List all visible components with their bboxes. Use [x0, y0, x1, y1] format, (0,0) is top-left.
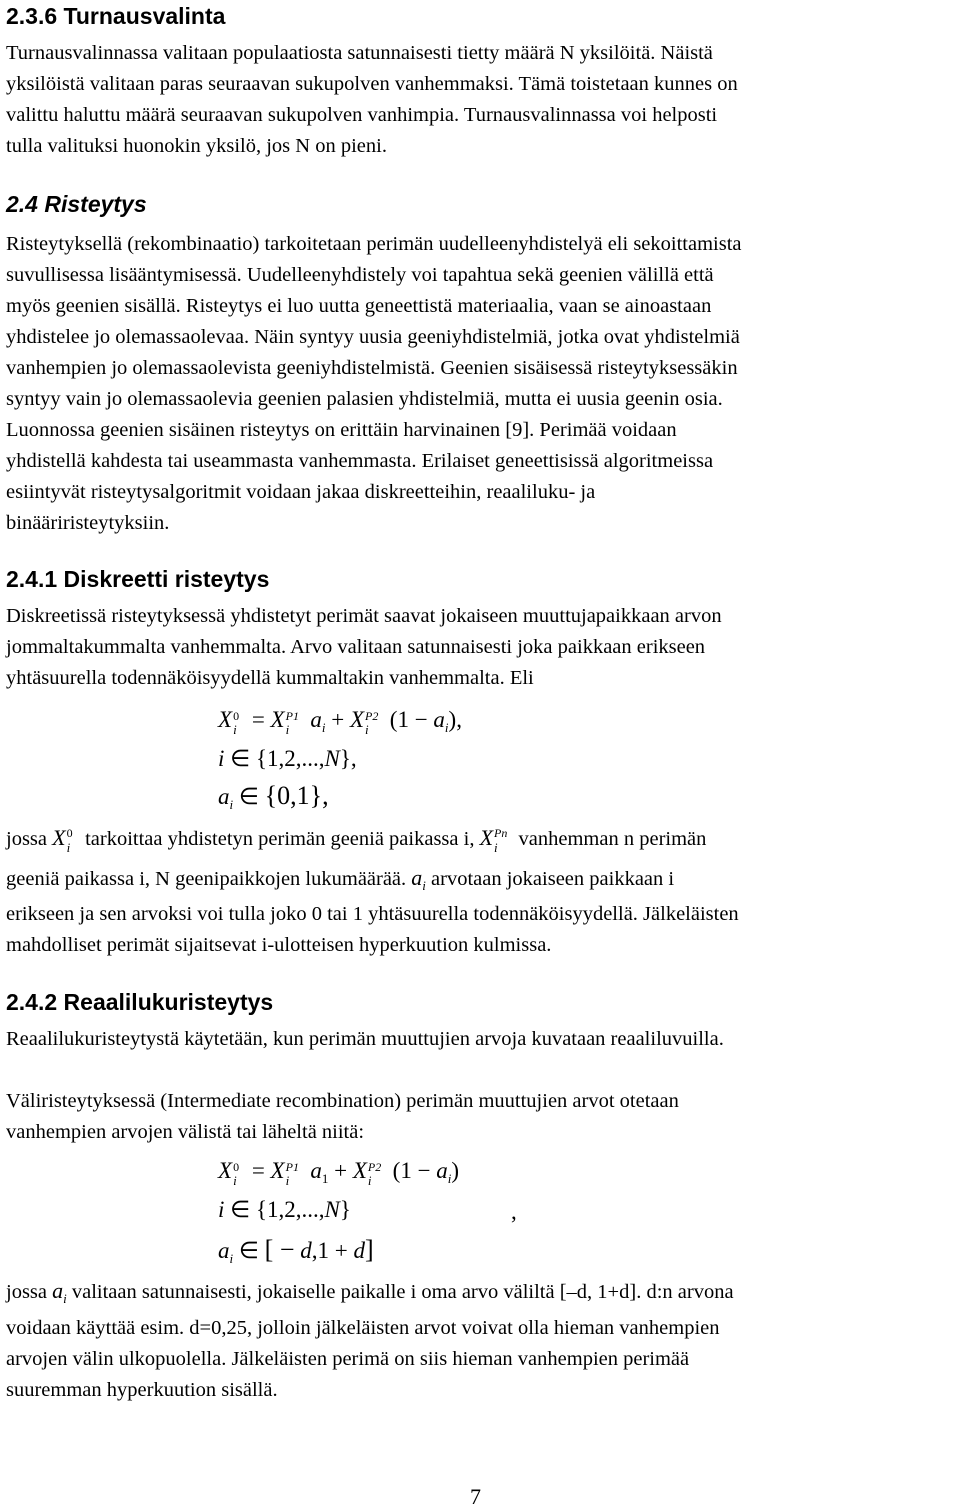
formula-discrete-row-3: $a_i$ ∈ {0,1}, [218, 781, 329, 812]
formula-discrete-row-2: i ∈ {1,2,...,N}, [218, 746, 357, 771]
formula-discrete-row-1: X 0 i = X P1 i $a_i + X$ P2 i $(1 - a_i)$, [218, 707, 462, 737]
s241-line-1: Diskreetissä risteytyksessä yhdistetyt perimät saavat jokaiseen muuttujapaikkaan arvon [6, 605, 722, 627]
s24-line-4: yhdistelee jo olemassaolevaa. Näin syntyy uusia geeniyhdistelmiä, jotka ovat yhdistelmiä [6, 326, 740, 348]
s242-para2-line-2: vanhempien arvojen välistä tai läheltä niitä: [6, 1121, 365, 1143]
s236-line-4: tulla valituksi huonokin yksilö, jos N on pieni. [6, 135, 387, 157]
s242-after-line-2: voidaan käyttää esim. d=0,25, jolloin jälkeläisten arvot voivat olla hieman vanhempien [6, 1317, 720, 1339]
heading-2-4-2: 2.4.2 Reaalilukuristeytys [6, 989, 274, 1015]
s24-line-10: binääriristeytyksiin. [6, 512, 170, 534]
s24-line-3: myös geenien sisällä. Risteytys ei luo uutta geneettistä materiaalia, vaan se ainoastaan [6, 295, 712, 317]
heading-2-4: 2.4 Risteytys [6, 191, 147, 217]
s24-line-8: yhdistellä kahdesta tai useammasta vanhemmasta. Erilaiset geneettisissä algoritmeissa [6, 450, 714, 472]
heading-2-3-6: 2.3.6 Turnausvalinta [6, 3, 226, 29]
s24-line-7: Luonnossa geenien sisäinen risteytys on erittäin harvinainen [9]. Perimää voidaan [6, 419, 677, 441]
s242-para2-line-1: Väliristeytyksessä (Intermediate recombination) perimän muuttujien arvot otetaan [6, 1090, 679, 1112]
page-number: 7 [470, 1484, 481, 1509]
s236-line-1: Turnausvalinnassa valitaan populaatiosta satunnaisesti tietty määrä N yksilöitä. Näistä [6, 42, 713, 64]
heading-2-4-1: 2.4.1 Diskreetti risteytys [6, 566, 270, 592]
s242-after-line-3: arvojen välin ulkopuolella. Jälkeläisten perimä on siis hieman vanhempien perimää [6, 1348, 690, 1370]
s236-line-2: yksilöistä valitaan paras seuraavan sukupolven vanhemmaksi. Tämä toistetaan kunnes on [6, 73, 738, 95]
s24-line-2: suvullisessa lisääntymisessä. Uudelleenyhdistely voi tapahtua sekä geenien välillä että [6, 264, 714, 286]
formula-intermediate-row-1: X 0 i = X P1 i $a_1 + X$ P2 i $(1 - a_i)$ [218, 1158, 460, 1188]
s241-after-line-1: jossa X 0 i tarkoittaa yhdistetyn perimän geeniä paikassa i, X Pn i vanhemman n perimän [6, 825, 707, 855]
s241-after-line-2: geeniä paikassa i, N geenipaikkojen lukumäärää. $a_i$ arvotaan jokaiseen paikkaan i [6, 865, 675, 893]
s242-after-line-1: jossa $a_i$ valitaan satunnaisesti, jokaiselle paikalle i oma arvo väliltä [–d, 1+d]. d:n arvona [6, 1278, 734, 1306]
s24-line-9: esiintyvät risteytysalgoritmit voidaan jakaa diskreetteihin, reaaliluku- ja [6, 481, 596, 503]
s241-after-line-3: erikseen ja sen arvoksi voi tulla joko 0 tai 1 yhtäsuurella todennäköisyydellä. Jälkeläisten [6, 903, 739, 925]
s24-line-1: Risteytyksellä (rekombinaatio) tarkoitetaan perimän uudelleenyhdistelyä eli sekoittamista [6, 233, 742, 255]
s242-line-1: Reaalilukuristeytystä käytetään, kun perimän muuttujien arvoja kuvataan reaaliluvuilla. [6, 1028, 724, 1050]
s242-after-line-4: suuremman hyperkuution sisällä. [6, 1379, 278, 1401]
formula-intermediate-row-2: i ∈ {1,2,...,N} [218, 1197, 351, 1222]
s24-line-6: syntyy vain jo olemassaolevia geenien palasien yhdistelmiä, mutta ei uusia geenin osia. [6, 388, 723, 410]
formula-intermediate-row-3: $a_i$ ∈ [ − d,1 + d] [218, 1235, 374, 1266]
s236-line-3: valittu haluttu määrä seuraavan sukupolven vanhimpia. Turnausvalinnassa voi helposti [6, 104, 718, 126]
formula-intermediate-comma: , [511, 1199, 517, 1224]
s241-after-line-4: mahdolliset perimät sijaitsevat i-ulotteisen hyperkuution kulmissa. [6, 934, 552, 956]
s241-line-2: jommaltakummalta vanhemmalta. Arvo valitaan satunnaisesti joka paikkaan erikseen [6, 636, 706, 658]
s24-line-5: vanhempien jo olemassaolevista geeniyhdistelmistä. Geenien sisäisessä risteytyksessäkin [6, 357, 738, 379]
s241-line-3: yhtäsuurella todennäköisyydellä kummaltakin vanhemmalta. Eli [6, 667, 534, 689]
